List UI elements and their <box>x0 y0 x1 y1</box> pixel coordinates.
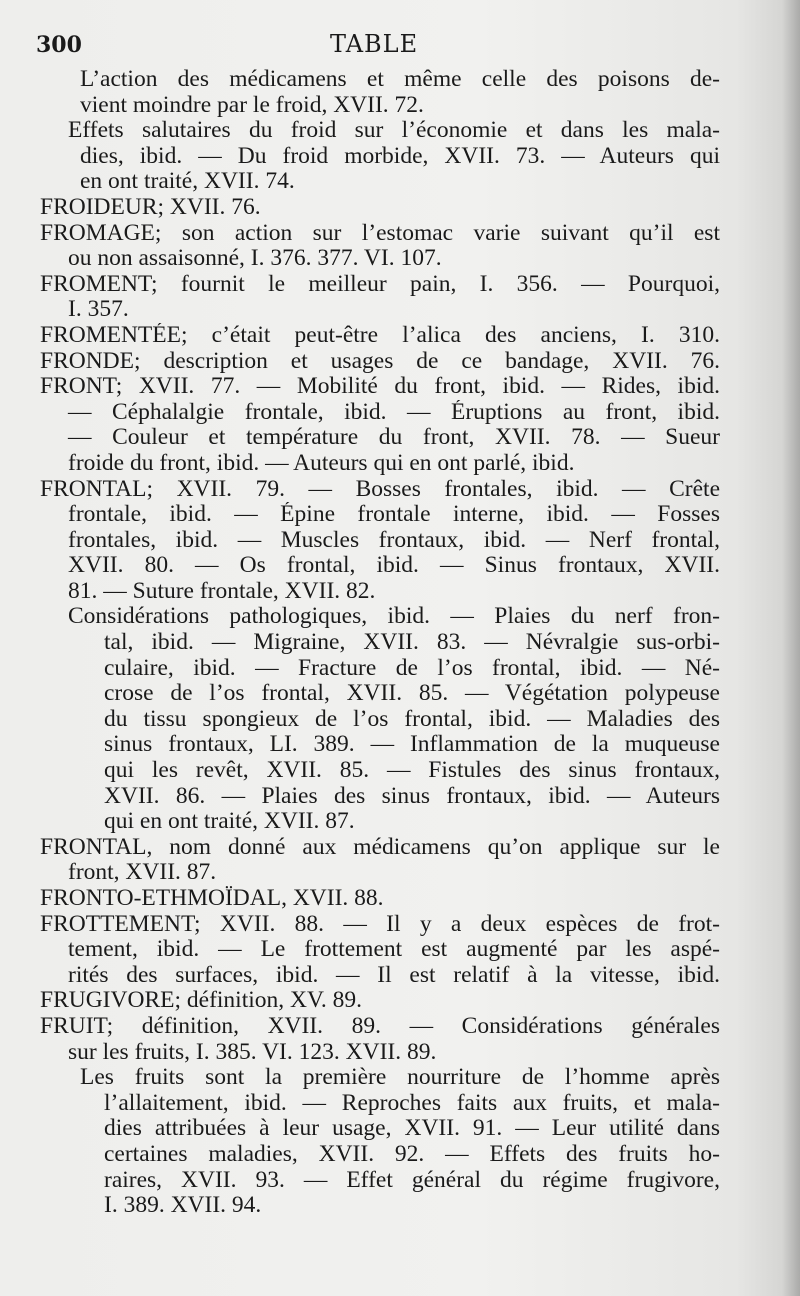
index-line: Considérations pathologiques, ibid. — Plaies du nerf fron- <box>68 604 720 630</box>
index-line: Effets salutaires du froid sur l’économie et dans les mala- <box>68 118 720 144</box>
index-line: raires, XVII. 93. — Effet général du régime frugivore, <box>104 1167 720 1193</box>
index-line: — Couleur et température du front, XVII. 78. — Sueur <box>68 425 720 451</box>
index-line: culaire, ibid. — Fracture de l’os frontal, ibid. — Né- <box>104 655 720 681</box>
index-line: FRUGIVORE; définition, XV. 89. <box>40 988 363 1014</box>
index-line: FROTTEMENT; XVII. 88. — Il y a deux espèces de frot- <box>40 911 720 937</box>
index-line: I. 389. XVII. 94. <box>104 1193 262 1219</box>
index-line: 81. — Suture frontale, XVII. 82. <box>68 578 376 604</box>
index-line: crose de l’os frontal, XVII. 85. — Végétation polypeuse <box>104 681 720 707</box>
index-line: sur les fruits, I. 385. VI. 123. XVII. 89. <box>68 1039 437 1065</box>
index-line: FRONT; XVII. 77. — Mobilité du front, ibid. — Rides, ibid. <box>40 374 720 400</box>
index-line: front, XVII. 87. <box>68 860 217 886</box>
index-line: FROMENT; fournit le meilleur pain, I. 356. — Pourquoi, <box>40 271 720 297</box>
index-line: ou non assaisonné, I. 376. 377. VI. 107. <box>68 246 442 272</box>
index-line: du tissu spongieux de l’os frontal, ibid. — Maladies des <box>104 706 720 732</box>
index-line: qui les revêt, XVII. 85. — Fistules des sinus frontaux, <box>104 758 720 784</box>
index-line: frontales, ibid. — Muscles frontaux, ibid. — Nerf frontal, <box>68 527 720 553</box>
index-line: certaines maladies, XVII. 92. — Effets des fruits ho- <box>104 1141 720 1167</box>
index-line: FRONTAL, nom donné aux médicamens qu’on applique sur le <box>40 834 720 860</box>
index-line: Les fruits sont la première nourriture de l’homme après <box>80 1065 720 1091</box>
index-line: FROMAGE; son action sur l’estomac varie suivant qu’il est <box>40 220 720 246</box>
index-line: FROIDEUR; XVII. 76. <box>40 194 261 220</box>
page-header <box>36 30 720 64</box>
index-line: — Céphalalgie frontale, ibid. — Éruptions au front, ibid. <box>68 399 720 425</box>
index-line: FRUIT; définition, XVII. 89. — Considérations générales <box>40 1013 720 1039</box>
index-line: l’allaitement, ibid. — Reproches faits aux fruits, et mala- <box>104 1090 720 1116</box>
index-line: qui en ont traité, XVII. 87. <box>104 809 355 835</box>
index-line: vient moindre par le froid, XVII. 72. <box>80 92 424 118</box>
index-line: XVII. 86. — Plaies des sinus frontaux, ibid. — Auteurs <box>104 783 720 809</box>
index-line: FROMENTÉE; c’était peut-être l’alica des anciens, I. 310. <box>40 322 720 348</box>
index-line: FRONTAL; XVII. 79. — Bosses frontales, ibid. — Crête <box>40 476 720 502</box>
index-line: tement, ibid. — Le frottement est augmenté par les aspé- <box>68 937 720 963</box>
page-gutter-shadow <box>782 0 800 1296</box>
index-line: FRONTO-ETHMOÏDAL, XVII. 88. <box>40 886 384 911</box>
index-line: tal, ibid. — Migraine, XVII. 83. — Névralgie sus-orbi- <box>104 630 720 656</box>
index-line: L’action des médicamens et même celle des poisons de- <box>80 67 720 92</box>
index-line: XVII. 80. — Os frontal, ibid. — Sinus frontaux, XVII. <box>68 553 720 579</box>
index-line: dies, ibid. — Du froid morbide, XVII. 73. — Auteurs qui <box>80 143 720 169</box>
index-line: frontale, ibid. — Épine frontale interne, ibid. — Fosses <box>68 502 720 528</box>
index-line: froide du front, ibid. — Auteurs qui en ont parlé, ibid. <box>68 450 575 476</box>
index-line: rités des surfaces, ibid. — Il est relatif à la vitesse, ibid. <box>68 962 720 988</box>
index-line: dies attribuées à leur usage, XVII. 91. — Leur utilité dans <box>104 1116 720 1142</box>
running-title: TABLE <box>330 30 419 58</box>
index-line: I. 357. <box>68 297 129 323</box>
page-number: 300 <box>36 32 82 58</box>
index-line: sinus frontaux, LI. 389. — Inflammation de la muqueuse <box>104 732 720 758</box>
index-line: FRONDE; description et usages de ce bandage, XVII. 76. <box>40 348 720 374</box>
index-line: en ont traité, XVII. 74. <box>80 169 295 195</box>
index-entries <box>40 67 720 1219</box>
